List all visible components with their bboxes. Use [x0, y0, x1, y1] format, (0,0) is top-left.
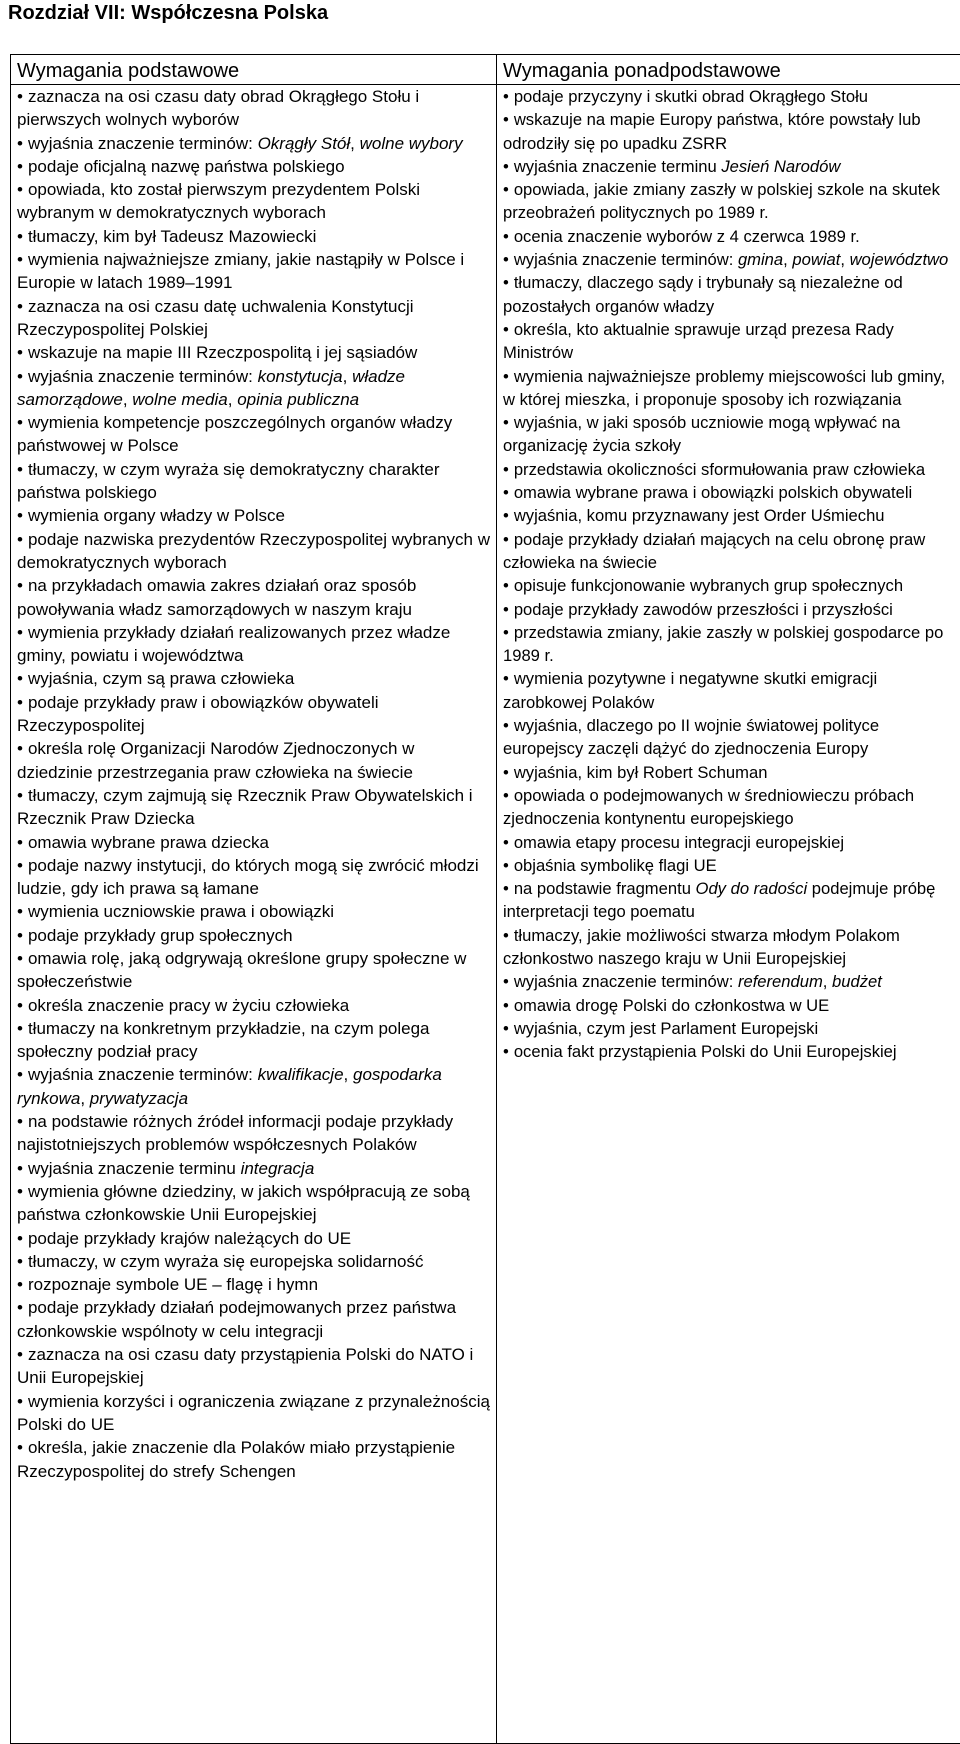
basic-requirement-item [17, 295, 491, 342]
item-text: wyjaśnia znaczenie terminów: [28, 367, 258, 386]
extra-requirement-item [503, 108, 955, 155]
item-text: wyjaśnia znaczenie terminów: [28, 1065, 258, 1084]
basic-requirements-list [11, 85, 496, 1483]
item-text: podaje oficjalną nazwę państwa polskiego [28, 157, 345, 176]
italic-term: budżet [832, 972, 882, 991]
bullet-icon: • [503, 833, 514, 852]
item-text: określa, jakie znaczenie dla Polaków miało przystąpienie Rzeczypospolitej do strefy Schengen [17, 1438, 455, 1480]
basic-requirement-item [17, 1063, 491, 1110]
item-text: omawia wybrane prawa dziecka [28, 833, 269, 852]
item-text: podaje przykłady krajów należących do UE [28, 1229, 351, 1248]
bullet-icon: • [17, 576, 28, 595]
basic-requirement-item [17, 225, 491, 248]
item-text: podaje przykłady zawodów przeszłości i przyszłości [514, 600, 893, 619]
bullet-icon: • [503, 320, 514, 339]
basic-requirement-item [17, 1250, 491, 1273]
extra-requirement-item [503, 994, 955, 1017]
item-text: zaznacza na osi czasu datę uchwalenia Konstytucji Rzeczypospolitej Polskiej [17, 297, 414, 339]
item-text: wyjaśnia, kim był Robert Schuman [514, 763, 768, 782]
bullet-icon: • [17, 1438, 28, 1457]
bullet-icon: • [503, 180, 514, 199]
bullet-icon: • [17, 1275, 28, 1294]
italic-term: Okrągły Stół [258, 134, 351, 153]
item-text: wymienia najważniejsze problemy miejscowości lub gminy, w której mieszka, i proponuje sposoby ich rozwiązania [503, 367, 945, 409]
basic-requirement-item [17, 1436, 491, 1483]
bullet-icon: • [17, 134, 28, 153]
bullet-icon: • [503, 227, 514, 246]
italic-term: integracja [241, 1159, 315, 1178]
bullet-icon: • [503, 1019, 514, 1038]
bullet-icon: • [17, 996, 28, 1015]
bullet-icon: • [17, 856, 28, 875]
basic-requirement-item [17, 691, 491, 738]
italic-term: województwo [850, 250, 949, 269]
item-text: podaje przykłady działań mających na celu obronę praw człowieka na świecie [503, 530, 925, 572]
basic-requirements-header: Wymagania podstawowe [11, 55, 496, 84]
extra-requirement-item [503, 621, 955, 668]
item-text: wymienia przykłady działań realizowanych przez władze gminy, powiatu i województwa [17, 623, 450, 665]
bullet-icon: • [503, 972, 514, 991]
basic-requirement-item [17, 178, 491, 225]
bullet-icon: • [17, 1112, 28, 1131]
requirements-table [10, 54, 960, 1744]
item-text: podaje nazwy instytucji, do których mogą się zwrócić młodzi ludzie, gdy ich prawa są łamane [17, 856, 479, 898]
bullet-icon: • [503, 926, 514, 945]
bullet-icon: • [17, 1019, 28, 1038]
basic-requirement-item [17, 947, 491, 994]
item-text: określa, kto aktualnie sprawuje urząd prezesa Rady Ministrów [503, 320, 894, 362]
item-text: omawia drogę Polski do członkostwa w UE [514, 996, 829, 1015]
extra-requirement-item [503, 761, 955, 784]
item-text: , [228, 390, 237, 409]
italic-term: konstytucja [258, 367, 343, 386]
item-text: określa znaczenie pracy w życiu człowieka [28, 996, 349, 1015]
item-text: opowiada, kto został pierwszym prezydentem Polski wybranym w demokratycznych wyborach [17, 180, 420, 222]
bullet-icon: • [17, 87, 28, 106]
item-text: objaśnia symbolikę flagi UE [514, 856, 717, 875]
item-text: , [783, 250, 792, 269]
extra-requirement-item [503, 155, 955, 178]
item-text: podaje przyczyny i skutki obrad Okrągłego Stołu [514, 87, 868, 106]
item-text: wymienia organy władzy w Polsce [28, 506, 285, 525]
bullet-icon: • [17, 833, 28, 852]
bullet-icon: • [17, 1229, 28, 1248]
basic-requirement-item [17, 831, 491, 854]
basic-requirement-item [17, 132, 491, 155]
basic-requirement-item [17, 504, 491, 527]
bullet-icon: • [503, 413, 514, 432]
extra-requirement-item [503, 1017, 955, 1040]
italic-term: władze samorządowe [17, 367, 405, 409]
basic-requirement-item [17, 1227, 491, 1250]
extra-requirement-item [503, 924, 955, 971]
bullet-icon: • [503, 996, 514, 1015]
item-text: wyjaśnia znaczenie terminów: [514, 972, 738, 991]
item-text: na podstawie fragmentu [514, 879, 696, 898]
basic-column-cell [11, 85, 497, 1744]
extra-requirement-item [503, 877, 955, 924]
item-text: opowiada o podejmowanych w średniowieczu próbach zjednoczenia kontynentu europejskiego [503, 786, 914, 828]
basic-requirement-item [17, 1157, 491, 1180]
basic-requirement-item [17, 924, 491, 947]
extra-requirement-item [503, 225, 955, 248]
bullet-icon: • [503, 483, 514, 502]
bullet-icon: • [503, 157, 514, 176]
bullet-icon: • [503, 763, 514, 782]
item-text: wymienia główne dziedziny, w jakich współpracują ze sobą państwa członkowskie Unii Europejskiej [17, 1182, 470, 1224]
bullet-icon: • [503, 600, 514, 619]
italic-term: gmina [738, 250, 783, 269]
bullet-icon: • [17, 460, 28, 479]
basic-requirement-item [17, 1343, 491, 1390]
item-text: podaje przykłady działań podejmowanych przez państwa członkowskie wspólnoty w celu integracji [17, 1298, 456, 1340]
item-text: tłumaczy, jakie możliwości stwarza młodym Polakom członkostwo naszego kraju w Unii Europejskiej [503, 926, 900, 968]
item-text: , [823, 972, 832, 991]
item-text: wyjaśnia znaczenie terminu [28, 1159, 241, 1178]
extra-requirement-item [503, 411, 955, 458]
item-text: ocenia fakt przystąpienia Polski do Unii Europejskiej [514, 1042, 897, 1061]
bullet-icon: • [503, 1042, 514, 1061]
basic-requirement-item [17, 994, 491, 1017]
extra-requirement-item [503, 598, 955, 621]
item-text: , [80, 1089, 89, 1108]
bullet-icon: • [503, 250, 514, 269]
item-text: , [123, 390, 132, 409]
bullet-icon: • [17, 157, 28, 176]
item-text: ocenia znaczenie wyborów z 4 czerwca 1989 r. [514, 227, 860, 246]
item-text: wskazuje na mapie Europy państwa, które powstały lub odrodziły się po upadku ZSRR [503, 110, 921, 152]
bullet-icon: • [17, 1065, 28, 1084]
item-text: określa rolę Organizacji Narodów Zjednoczonych w dziedzinie przestrzegania praw człowieka na świecie [17, 739, 414, 781]
bullet-icon: • [17, 669, 28, 688]
bullet-icon: • [17, 297, 28, 316]
item-text: , [344, 1065, 353, 1084]
bullet-icon: • [503, 879, 514, 898]
bullet-icon: • [17, 180, 28, 199]
item-text: wymienia kompetencje poszczególnych organów władzy państwowej w Polsce [17, 413, 452, 455]
bullet-icon: • [17, 1345, 28, 1364]
item-text: na podstawie różnych źródeł informacji podaje przykłady najistotniejszych problemów współczesnych Polaków [17, 1112, 453, 1154]
item-text: , [840, 250, 849, 269]
page-title: Rozdział VII: Współczesna Polska [8, 0, 328, 26]
bullet-icon: • [17, 530, 28, 549]
extra-requirement-item [503, 784, 955, 831]
basic-requirement-item [17, 1390, 491, 1437]
bullet-icon: • [17, 739, 28, 758]
bullet-icon: • [17, 227, 28, 246]
extra-requirement-item [503, 271, 955, 318]
basic-requirement-item [17, 248, 491, 295]
bullet-icon: • [503, 110, 514, 129]
item-text: podejmuje próbę interpretacji tego poematu [503, 879, 935, 921]
basic-requirement-item [17, 458, 491, 505]
italic-term: Jesień Narodów [721, 157, 840, 176]
basic-requirement-item [17, 1017, 491, 1064]
item-text: tłumaczy, w czym wyraża się europejska solidarność [28, 1252, 424, 1271]
bullet-icon: • [17, 1392, 28, 1411]
basic-requirement-item [17, 341, 491, 364]
bullet-icon: • [17, 926, 28, 945]
bullet-icon: • [17, 1159, 28, 1178]
basic-requirement-item [17, 1273, 491, 1296]
item-text: omawia rolę, jaką odgrywają określone grupy społeczne w społeczeństwie [17, 949, 466, 991]
item-text: tłumaczy, dlaczego sądy i trybunały są niezależne od pozostałych organów władzy [503, 273, 903, 315]
bullet-icon: • [17, 343, 28, 362]
extra-column-cell [497, 85, 960, 1744]
item-text: przedstawia okoliczności sformułowania praw człowieka [514, 460, 925, 479]
extra-requirement-item [503, 714, 955, 761]
extra-column-header-cell [497, 55, 960, 85]
item-text: , [350, 134, 359, 153]
bullet-icon: • [503, 273, 514, 292]
basic-requirement-item [17, 1110, 491, 1157]
extra-requirement-item [503, 1040, 955, 1063]
bullet-icon: • [503, 716, 514, 735]
bullet-icon: • [17, 413, 28, 432]
item-text: wyjaśnia, komu przyznawany jest Order Uśmiechu [514, 506, 885, 525]
basic-requirement-item [17, 365, 491, 412]
bullet-icon: • [17, 1182, 28, 1201]
bullet-icon: • [17, 1252, 28, 1271]
basic-requirement-item [17, 784, 491, 831]
italic-term: wolne media [132, 390, 227, 409]
extra-requirement-item [503, 667, 955, 714]
extra-requirement-item [503, 854, 955, 877]
item-text: wymienia korzyści i ograniczenia związane z przynależnością Polski do UE [17, 1392, 490, 1434]
extra-requirement-item [503, 318, 955, 365]
extra-requirement-item [503, 970, 955, 993]
basic-requirement-item [17, 621, 491, 668]
item-text: wymienia uczniowskie prawa i obowiązki [28, 902, 334, 921]
extra-requirement-item [503, 248, 955, 271]
bullet-icon: • [503, 460, 514, 479]
item-text: wyjaśnia znaczenie terminów: [514, 250, 738, 269]
bullet-icon: • [17, 1298, 28, 1317]
bullet-icon: • [17, 250, 28, 269]
bullet-icon: • [503, 530, 514, 549]
italic-term: referendum [738, 972, 823, 991]
item-text: wyjaśnia znaczenie terminu [514, 157, 722, 176]
item-text: rozpoznaje symbole UE – flagę i hymn [28, 1275, 318, 1294]
extra-requirement-item [503, 178, 955, 225]
item-text: wyjaśnia znaczenie terminów: [28, 134, 258, 153]
basic-requirement-item [17, 1180, 491, 1227]
basic-requirement-item [17, 854, 491, 901]
item-text: wymienia pozytywne i negatywne skutki emigracji zarobkowej Polaków [503, 669, 877, 711]
extra-requirement-item [503, 85, 955, 108]
item-text: na przykładach omawia zakres działań oraz sposób powoływania władz samorządowych w naszym kraju [17, 576, 416, 618]
bullet-icon: • [17, 623, 28, 642]
item-text: , [343, 367, 352, 386]
item-text: tłumaczy, czym zajmują się Rzecznik Praw Obywatelskich i Rzecznik Praw Dziecka [17, 786, 473, 828]
italic-term: Ody do radości [696, 879, 808, 898]
table-header-row [11, 55, 960, 85]
item-text: tłumaczy, kim był Tadeusz Mazowiecki [28, 227, 316, 246]
italic-term: powiat [792, 250, 840, 269]
basic-requirement-item [17, 1296, 491, 1343]
item-text: tłumaczy, w czym wyraża się demokratyczny charakter państwa polskiego [17, 460, 440, 502]
extra-requirement-item [503, 458, 955, 481]
item-text: wyjaśnia, dlaczego po II wojnie światowej polityce europejscy zaczęli dążyć do zjednoczenia Europy [503, 716, 879, 758]
bullet-icon: • [503, 786, 514, 805]
item-text: podaje przykłady grup społecznych [28, 926, 293, 945]
item-text: tłumaczy na konkretnym przykładzie, na czym polega społeczny podział pracy [17, 1019, 430, 1061]
extra-requirement-item [503, 365, 955, 412]
bullet-icon: • [17, 693, 28, 712]
item-text: zaznacza na osi czasu daty przystąpienia Polski do NATO i Unii Europejskiej [17, 1345, 473, 1387]
italic-term: prywatyzacja [90, 1089, 188, 1108]
italic-term: kwalifikacje [258, 1065, 344, 1084]
extra-requirements-list [497, 85, 960, 1063]
bullet-icon: • [17, 506, 28, 525]
item-text: omawia etapy procesu integracji europejskiej [514, 833, 844, 852]
item-text: wyjaśnia, czym są prawa człowieka [28, 669, 294, 688]
basic-requirement-item [17, 155, 491, 178]
italic-term: wolne wybory [360, 134, 463, 153]
bullet-icon: • [17, 786, 28, 805]
bullet-icon: • [503, 856, 514, 875]
item-text: wskazuje na mapie III Rzeczpospolitą i jej sąsiadów [28, 343, 417, 362]
item-text: przedstawia zmiany, jakie zaszły w polskiej gospodarce po 1989 r. [503, 623, 943, 665]
bullet-icon: • [503, 506, 514, 525]
bullet-icon: • [17, 367, 28, 386]
italic-term: opinia publiczna [237, 390, 359, 409]
item-text: zaznacza na osi czasu daty obrad Okrągłego Stołu i pierwszych wolnych wyborów [17, 87, 419, 129]
bullet-icon: • [17, 949, 28, 968]
extra-requirements-header: Wymagania ponadpodstawowe [497, 55, 960, 84]
item-text: opisuje funkcjonowanie wybranych grup społecznych [514, 576, 903, 595]
basic-requirement-item [17, 528, 491, 575]
extra-requirement-item [503, 574, 955, 597]
item-text: wyjaśnia, w jaki sposób uczniowie mogą wpływać na organizację życia szkoły [503, 413, 900, 455]
bullet-icon: • [503, 87, 514, 106]
item-text: wymienia najważniejsze zmiany, jakie nastąpiły w Polsce i Europie w latach 1989–1991 [17, 250, 464, 292]
extra-requirement-item [503, 831, 955, 854]
bullet-icon: • [503, 576, 514, 595]
extra-requirement-item [503, 504, 955, 527]
table-body-row [11, 85, 960, 1744]
basic-requirement-item [17, 411, 491, 458]
item-text: wyjaśnia, czym jest Parlament Europejski [514, 1019, 818, 1038]
extra-requirement-item [503, 528, 955, 575]
bullet-icon: • [503, 623, 514, 642]
basic-requirement-item [17, 85, 491, 132]
extra-requirement-item [503, 481, 955, 504]
basic-requirement-item [17, 737, 491, 784]
basic-requirement-item [17, 574, 491, 621]
bullet-icon: • [503, 669, 514, 688]
item-text: omawia wybrane prawa i obowiązki polskich obywateli [514, 483, 912, 502]
item-text: podaje przykłady praw i obowiązków obywateli Rzeczypospolitej [17, 693, 379, 735]
item-text: opowiada, jakie zmiany zaszły w polskiej szkole na skutek przeobrażeń politycznych po 1989 r. [503, 180, 940, 222]
item-text: podaje nazwiska prezydentów Rzeczypospolitej wybranych w demokratycznych wyborach [17, 530, 490, 572]
basic-requirement-item [17, 900, 491, 923]
basic-column-header-cell [11, 55, 497, 85]
bullet-icon: • [17, 902, 28, 921]
italic-term: gospodarka rynkowa [17, 1065, 442, 1107]
basic-requirement-item [17, 667, 491, 690]
bullet-icon: • [503, 367, 514, 386]
